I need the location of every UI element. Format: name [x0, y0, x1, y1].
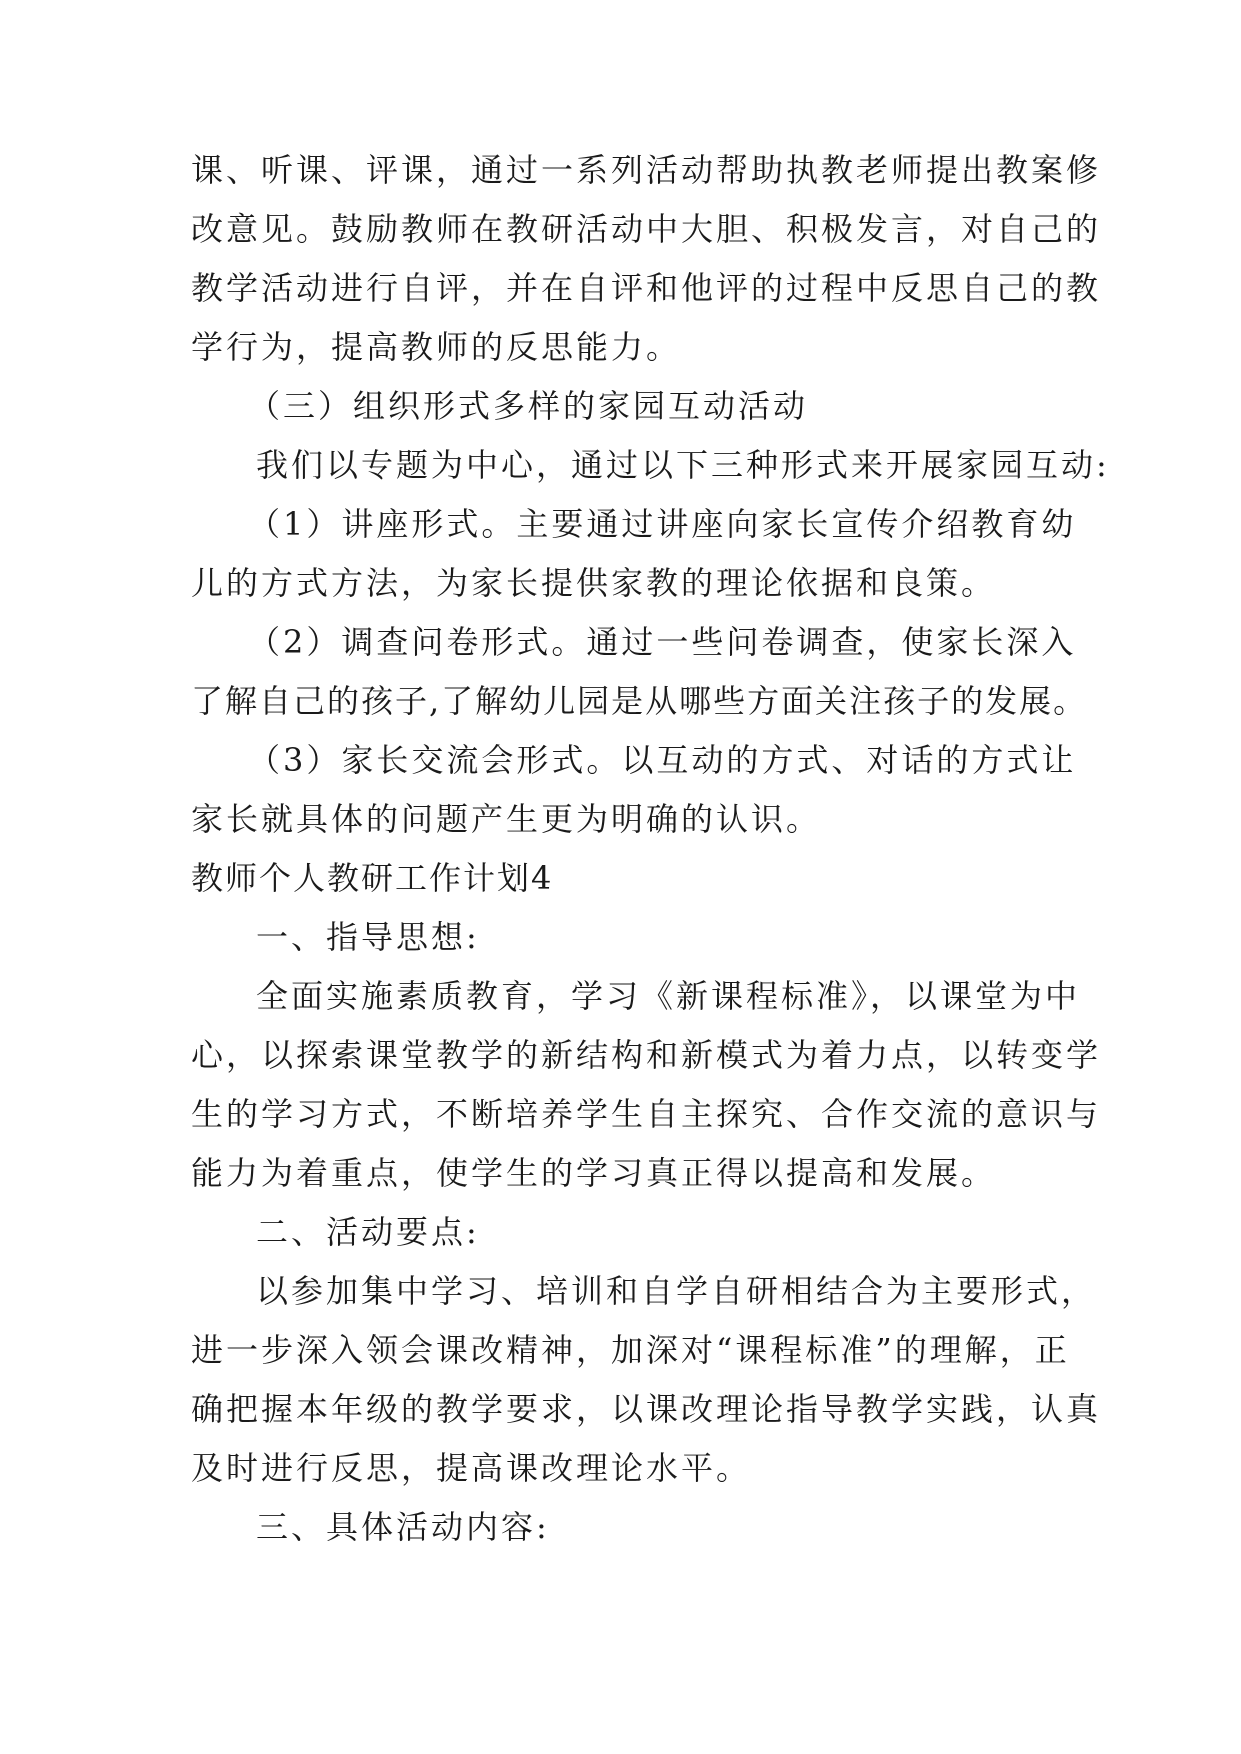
paragraph-line: 进一步深入领会课改精神，加深对“课程标准”的理解，正: [191, 1331, 1070, 1369]
paragraph-line: 儿的方式方法，为家长提供家教的理论依据和良策。: [191, 564, 997, 602]
paragraph-line: 确把握本年级的教学要求，以课改理论指导教学实践，认真: [191, 1390, 1102, 1428]
paragraph-line: 改意见。鼓励教师在教研活动中大胆、积极发言，对自己的: [191, 210, 1102, 248]
paragraph-line: 全面实施素质教育，学习《新课程标准》，以课堂为中: [256, 977, 1081, 1015]
paragraph-line: 教学活动进行自评，并在自评和他评的过程中反思自己的教: [191, 269, 1102, 307]
paragraph-line: 及时进行反思，提高课改理论水平。: [191, 1449, 752, 1487]
paragraph-line: 生的学习方式，不断培养学生自主探究、合作交流的意识与: [191, 1095, 1102, 1133]
paragraph-line: 心，以探索课堂教学的新结构和新模式为着力点，以转变学: [191, 1036, 1102, 1074]
paragraph-line: 我们以专题为中心，通过以下三种形式来开展家园互动:: [256, 446, 1110, 484]
section-heading: 二、活动要点:: [256, 1213, 480, 1251]
paragraph-line: （1）讲座形式。主要通过讲座向家长宣传介绍教育幼: [248, 505, 1077, 543]
paragraph-line: 家长就具体的问题产生更为明确的认识。: [191, 800, 822, 838]
section-heading: （三）组织形式多样的家园互动活动: [248, 387, 809, 425]
section-heading: 一、指导思想:: [256, 918, 480, 956]
paragraph-line: 课、听课、评课，通过一系列活动帮助执教老师提出教案修: [191, 151, 1102, 189]
paragraph-line: （2）调查问卷形式。通过一些问卷调查，使家长深入: [248, 623, 1077, 661]
document-title: 教师个人教研工作计划4: [191, 859, 554, 897]
paragraph-line: 能力为着重点，使学生的学习真正得以提高和发展。: [191, 1154, 997, 1192]
paragraph-line: 了解自己的孩子,了解幼儿园是从哪些方面关注孩子的发展。: [191, 682, 1088, 720]
paragraph-line: （3）家长交流会形式。以互动的方式、对话的方式让: [248, 741, 1077, 779]
paragraph-line: 以参加集中学习、培训和自学自研相结合为主要形式，: [256, 1272, 1097, 1310]
section-heading: 三、具体活动内容:: [256, 1508, 550, 1546]
paragraph-line: 学行为，提高教师的反思能力。: [191, 328, 682, 366]
